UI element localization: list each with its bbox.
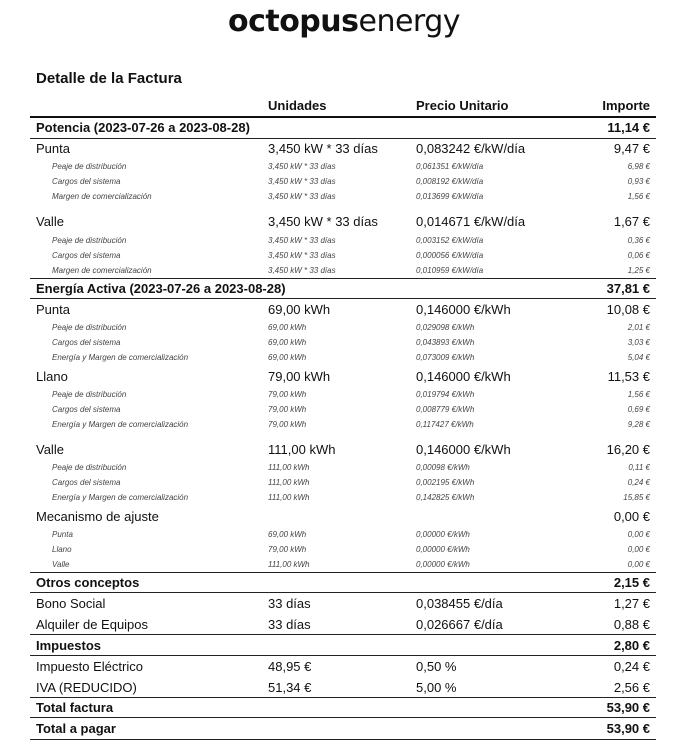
item-amount: 0,88 € bbox=[613, 617, 650, 632]
divider bbox=[30, 697, 656, 698]
item-units: 48,95 € bbox=[268, 659, 312, 674]
sub-price: 0,00000 €/kWh bbox=[416, 530, 470, 539]
sub-units: 111,00 kWh bbox=[268, 478, 310, 487]
sub-price: 0,013699 €/kW/día bbox=[416, 192, 484, 201]
section-title: Otros conceptos bbox=[36, 575, 140, 590]
divider bbox=[30, 116, 656, 118]
sub-amount: 0,69 € bbox=[627, 405, 650, 414]
item-price: 0,50 % bbox=[416, 659, 457, 674]
sub-price: 0,061351 €/kW/día bbox=[416, 162, 484, 171]
sub-amount: 0,06 € bbox=[627, 251, 650, 260]
item-label: Bono Social bbox=[36, 596, 106, 611]
sub-price: 0,010959 €/kW/día bbox=[416, 266, 484, 275]
sub-label: Punta bbox=[52, 530, 73, 539]
sub-item bbox=[0, 493, 688, 505]
sub-price: 0,117427 €/kWh bbox=[416, 420, 474, 429]
sub-item bbox=[0, 162, 688, 174]
sub-item bbox=[0, 338, 688, 350]
sub-label: Peaje de distribución bbox=[52, 236, 127, 245]
divider bbox=[30, 138, 656, 139]
item-units: 79,00 kWh bbox=[268, 369, 331, 384]
sub-item bbox=[0, 463, 688, 475]
sub-label: Cargos del sistema bbox=[52, 478, 121, 487]
section-potencia bbox=[0, 120, 688, 138]
sub-label: Cargos del sistema bbox=[52, 177, 121, 186]
sub-item bbox=[0, 560, 688, 572]
sub-units: 3,450 kW * 33 días bbox=[268, 177, 336, 186]
sub-item bbox=[0, 236, 688, 248]
sub-amount: 0,00 € bbox=[627, 545, 650, 554]
sub-item bbox=[0, 420, 688, 432]
sub-label: Cargos del sistema bbox=[52, 251, 121, 260]
total-factura-amount: 53,90 € bbox=[606, 700, 650, 715]
sub-amount: 2,01 € bbox=[627, 323, 650, 332]
sub-amount: 0,00 € bbox=[627, 560, 650, 569]
item-price: 0,083242 €/kW/día bbox=[416, 141, 526, 156]
sub-item bbox=[0, 251, 688, 263]
item-amount: 0,00 € bbox=[613, 509, 650, 524]
line-item-potencia-punta bbox=[0, 140, 688, 158]
sub-label: Peaje de distribución bbox=[52, 463, 127, 472]
sub-label: Energía y Margen de comercialización bbox=[52, 493, 189, 502]
sub-price: 0,073009 €/kWh bbox=[416, 353, 475, 362]
section-total: 2,15 € bbox=[613, 575, 650, 590]
item-units: 33 días bbox=[268, 617, 311, 632]
sub-label: Valle bbox=[52, 560, 70, 569]
sub-units: 79,00 kWh bbox=[268, 390, 307, 399]
sub-amount: 1,25 € bbox=[627, 266, 650, 275]
total-pagar-label: Total a pagar bbox=[36, 721, 116, 736]
sub-label: Energía y Margen de comercialización bbox=[52, 420, 189, 429]
item-amount: 11,53 € bbox=[607, 369, 650, 384]
sub-price: 0,00000 €/kWh bbox=[416, 560, 470, 569]
section-total: 37,81 € bbox=[606, 281, 650, 296]
item-amount: 1,67 € bbox=[613, 214, 650, 229]
header-price: Precio Unitario bbox=[416, 98, 509, 113]
divider bbox=[30, 655, 656, 656]
sub-price: 0,019794 €/kWh bbox=[416, 390, 475, 399]
item-amount: 1,27 € bbox=[613, 596, 650, 611]
sub-units: 3,450 kW * 33 días bbox=[268, 266, 336, 275]
section-total: 2,80 € bbox=[613, 638, 650, 653]
octopus-energy-logo bbox=[0, 4, 688, 39]
sub-price: 0,002195 €/kWh bbox=[416, 478, 475, 487]
sub-units: 69,00 kWh bbox=[268, 338, 307, 347]
sub-amount: 1,56 € bbox=[627, 192, 650, 201]
sub-units: 69,00 kWh bbox=[268, 530, 307, 539]
sub-units: 79,00 kWh bbox=[268, 420, 307, 429]
logo-light: energy bbox=[358, 4, 461, 39]
line-item-energia-punta bbox=[0, 301, 688, 319]
item-price: 0,146000 €/kWh bbox=[416, 442, 511, 457]
item-price: 5,00 % bbox=[416, 680, 457, 695]
item-units: 51,34 € bbox=[268, 680, 312, 695]
section-title: Impuestos bbox=[36, 638, 102, 653]
logo-bold: octopus bbox=[227, 4, 359, 39]
section-title: Potencia (2023-07-26 a 2023-08-28) bbox=[36, 120, 250, 135]
divider bbox=[30, 739, 656, 740]
item-price: 0,146000 €/kWh bbox=[416, 369, 511, 384]
sub-item bbox=[0, 390, 688, 402]
sub-price: 0,008192 €/kW/día bbox=[416, 177, 484, 186]
sub-amount: 3,03 € bbox=[627, 338, 650, 347]
sub-units: 79,00 kWh bbox=[268, 545, 307, 554]
sub-label: Cargos del sistema bbox=[52, 405, 121, 414]
item-units: 33 días bbox=[268, 596, 311, 611]
item-units: 3,450 kW * 33 días bbox=[268, 214, 378, 229]
line-item-iva bbox=[0, 679, 688, 697]
total-pagar-amount: 53,90 € bbox=[606, 721, 650, 736]
sub-label: Margen de comercialización bbox=[52, 266, 152, 275]
sub-item bbox=[0, 266, 688, 278]
sub-price: 0,142825 €/kWh bbox=[416, 493, 475, 502]
sub-amount: 0,36 € bbox=[627, 236, 650, 245]
section-title: Energía Activa (2023-07-26 a 2023-08-28) bbox=[36, 281, 286, 296]
total-factura-row bbox=[0, 700, 688, 718]
item-amount: 10,08 € bbox=[606, 302, 650, 317]
total-factura-label: Total factura bbox=[36, 700, 114, 715]
divider bbox=[30, 572, 656, 573]
sub-amount: 9,28 € bbox=[627, 420, 650, 429]
item-label: Llano bbox=[36, 369, 68, 384]
sub-label: Peaje de distribución bbox=[52, 390, 127, 399]
item-price: 0,026667 €/día bbox=[416, 617, 503, 632]
item-amount: 9,47 € bbox=[613, 141, 650, 156]
sub-amount: 5,04 € bbox=[627, 353, 650, 362]
sub-item bbox=[0, 545, 688, 557]
page-title: Detalle de la Factura bbox=[36, 70, 182, 87]
line-item-impuesto-electrico bbox=[0, 658, 688, 676]
divider bbox=[30, 298, 656, 299]
sub-amount: 0,93 € bbox=[627, 177, 650, 186]
item-label: Alquiler de Equipos bbox=[36, 617, 149, 632]
item-price: 0,146000 €/kWh bbox=[416, 302, 511, 317]
sub-amount: 15,85 € bbox=[623, 493, 650, 502]
sub-amount: 0,00 € bbox=[627, 530, 650, 539]
sub-item bbox=[0, 177, 688, 189]
item-amount: 0,24 € bbox=[613, 659, 650, 674]
item-price: 0,038455 €/día bbox=[416, 596, 503, 611]
sub-label: Energía y Margen de comercialización bbox=[52, 353, 189, 362]
divider bbox=[30, 634, 656, 635]
sub-amount: 6,98 € bbox=[627, 162, 650, 171]
line-item-energia-valle bbox=[0, 441, 688, 459]
item-units: 111,00 kWh bbox=[268, 442, 336, 457]
item-units: 3,450 kW * 33 días bbox=[268, 141, 378, 156]
item-label: Punta bbox=[36, 141, 70, 156]
sub-item bbox=[0, 353, 688, 365]
sub-label: Peaje de distribución bbox=[52, 162, 127, 171]
section-total: 11,14 € bbox=[607, 120, 650, 135]
item-amount: 2,56 € bbox=[613, 680, 650, 695]
sub-units: 69,00 kWh bbox=[268, 353, 307, 362]
sub-price: 0,000056 €/kW/día bbox=[416, 251, 484, 260]
sub-units: 3,450 kW * 33 días bbox=[268, 192, 336, 201]
sub-label: Margen de comercialización bbox=[52, 192, 152, 201]
item-label: Punta bbox=[36, 302, 70, 317]
item-units: 69,00 kWh bbox=[268, 302, 331, 317]
sub-amount: 0,24 € bbox=[627, 478, 650, 487]
item-label: Valle bbox=[36, 442, 64, 457]
line-item-potencia-valle bbox=[0, 213, 688, 231]
item-label: IVA (REDUCIDO) bbox=[36, 680, 137, 695]
sub-price: 0,008779 €/kWh bbox=[416, 405, 475, 414]
total-pagar-row bbox=[0, 721, 688, 739]
item-label: Valle bbox=[36, 214, 64, 229]
sub-label: Llano bbox=[52, 545, 72, 554]
line-item-energia-llano bbox=[0, 368, 688, 386]
sub-price: 0,029098 €/kWh bbox=[416, 323, 475, 332]
sub-item bbox=[0, 323, 688, 335]
sub-units: 111,00 kWh bbox=[268, 493, 310, 502]
sub-price: 0,00000 €/kWh bbox=[416, 545, 470, 554]
item-label: Impuesto Eléctrico bbox=[36, 659, 143, 674]
sub-item bbox=[0, 192, 688, 204]
sub-units: 3,450 kW * 33 días bbox=[268, 236, 336, 245]
sub-item bbox=[0, 405, 688, 417]
item-label: Mecanismo de ajuste bbox=[36, 509, 159, 524]
sub-units: 69,00 kWh bbox=[268, 323, 307, 332]
line-item-alquiler-equipos bbox=[0, 616, 688, 634]
sub-price: 0,003152 €/kW/día bbox=[416, 236, 484, 245]
line-item-mecanismo-ajuste bbox=[0, 508, 688, 526]
sub-price: 0,00098 €/kWh bbox=[416, 463, 470, 472]
divider bbox=[30, 278, 656, 279]
sub-label: Cargos del sistema bbox=[52, 338, 121, 347]
divider bbox=[30, 592, 656, 593]
sub-units: 111,00 kWh bbox=[268, 463, 310, 472]
line-item-bono-social bbox=[0, 595, 688, 613]
sub-item bbox=[0, 478, 688, 490]
section-impuestos bbox=[0, 638, 688, 656]
sub-units: 3,450 kW * 33 días bbox=[268, 162, 336, 171]
section-otros bbox=[0, 575, 688, 593]
sub-item bbox=[0, 530, 688, 542]
divider bbox=[30, 717, 656, 718]
header-units: Unidades bbox=[268, 98, 327, 113]
item-price: 0,014671 €/kW/día bbox=[416, 214, 526, 229]
sub-label: Peaje de distribución bbox=[52, 323, 127, 332]
sub-amount: 1,56 € bbox=[627, 390, 650, 399]
sub-units: 111,00 kWh bbox=[268, 560, 310, 569]
section-energia bbox=[0, 281, 688, 299]
sub-units: 79,00 kWh bbox=[268, 405, 307, 414]
sub-amount: 0,11 € bbox=[628, 463, 650, 472]
sub-units: 3,450 kW * 33 días bbox=[268, 251, 336, 260]
header-amount: Importe bbox=[602, 98, 650, 113]
item-amount: 16,20 € bbox=[606, 442, 650, 457]
sub-price: 0,043893 €/kWh bbox=[416, 338, 475, 347]
